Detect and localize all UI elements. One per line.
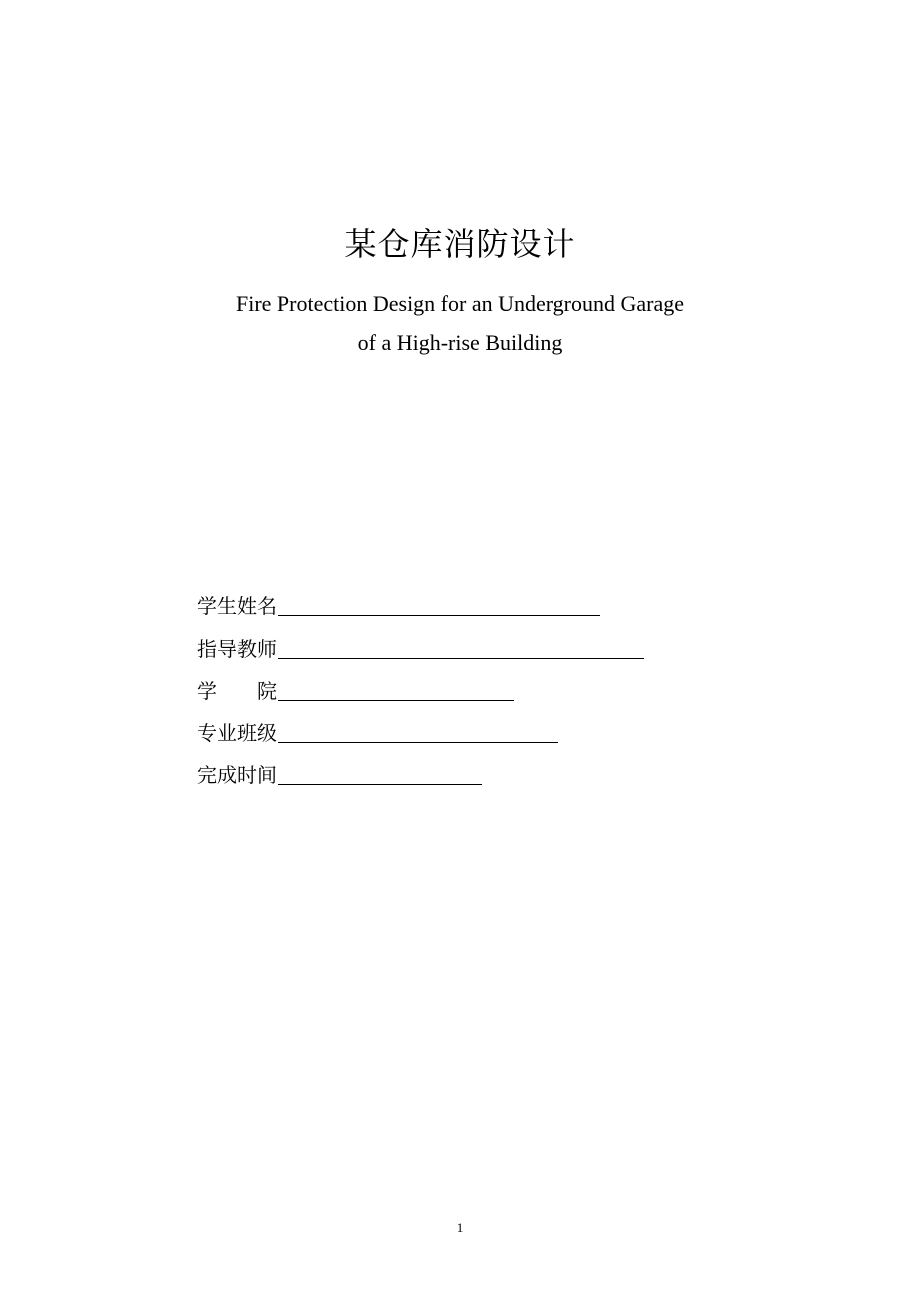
student-name-field bbox=[197, 591, 600, 621]
completion-date-label: 完成时间 bbox=[197, 763, 277, 787]
advisor-blank[interactable] bbox=[278, 658, 644, 659]
college-field bbox=[197, 676, 514, 706]
english-title-line-2: of a High-rise Building bbox=[357, 330, 563, 355]
major-class-label: 专业班级 bbox=[197, 721, 277, 745]
student-name-blank[interactable] bbox=[278, 615, 600, 616]
page-title: 某仓库消防设计 bbox=[344, 225, 576, 263]
college-label: 学 院 bbox=[197, 679, 277, 703]
major-class-field bbox=[197, 718, 558, 748]
major-class-blank[interactable] bbox=[278, 742, 558, 743]
completion-date-field bbox=[197, 760, 482, 790]
advisor-label: 指导教师 bbox=[197, 637, 277, 661]
student-name-label: 学生姓名 bbox=[197, 594, 277, 618]
advisor-field bbox=[197, 634, 644, 664]
page-number: 1 bbox=[456, 1220, 464, 1235]
college-blank[interactable] bbox=[278, 700, 514, 701]
completion-date-blank[interactable] bbox=[278, 784, 482, 785]
english-title-line-1: Fire Protection Design for an Underground Garage bbox=[235, 291, 685, 316]
